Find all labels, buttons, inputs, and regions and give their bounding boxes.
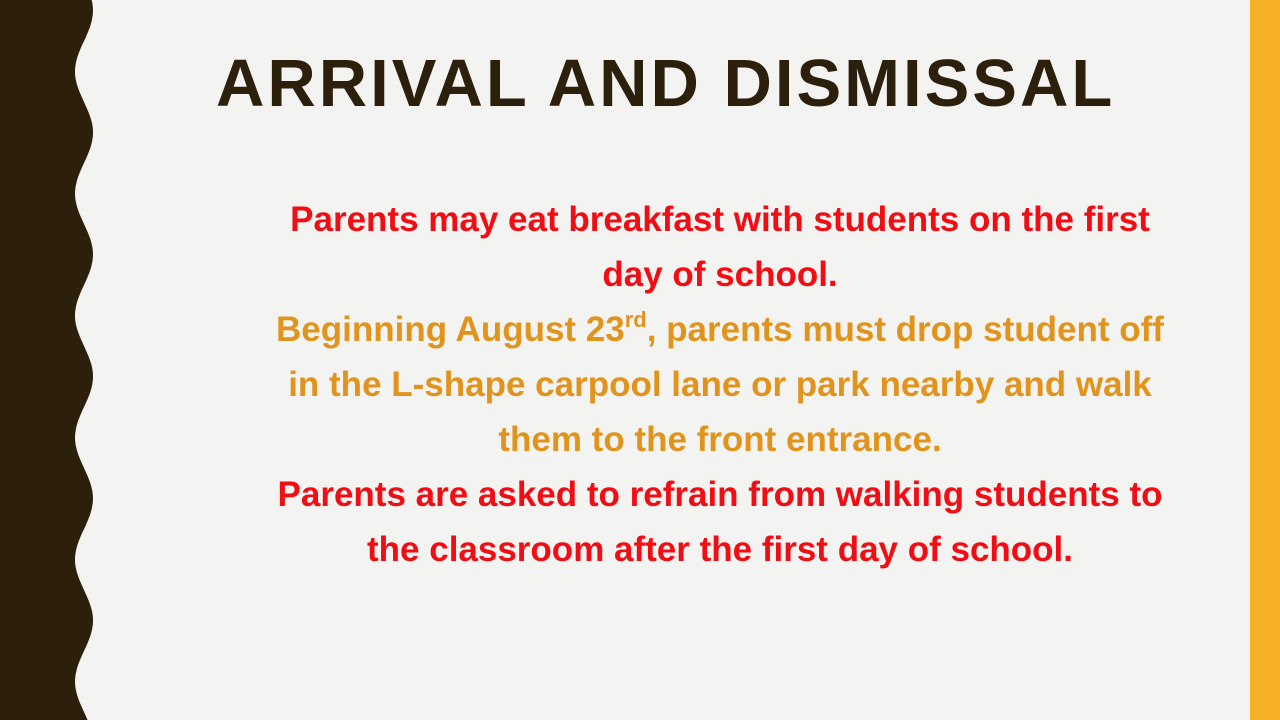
paragraph-drop-off-end: , parents must drop student off in the L-shape carpool lane or park nearby and walk them to the front entrance. (288, 310, 1164, 459)
slide-title: ARRIVAL AND DISMISSAL (216, 46, 1116, 121)
ordinal-suffix: rd (624, 307, 647, 332)
paragraph-drop-off-start: Beginning August 23 (276, 310, 625, 349)
slide-body (220, 192, 1220, 577)
wavy-left-border (0, 0, 100, 720)
paragraph-classroom: Parents are asked to refrain from walking students to the classroom after the first day of school. (277, 475, 1163, 569)
paragraph-breakfast: Parents may eat breakfast with students on the first day of school. (290, 200, 1150, 294)
right-accent-stripe (1250, 0, 1280, 720)
paragraph-drop-off (220, 302, 1220, 467)
